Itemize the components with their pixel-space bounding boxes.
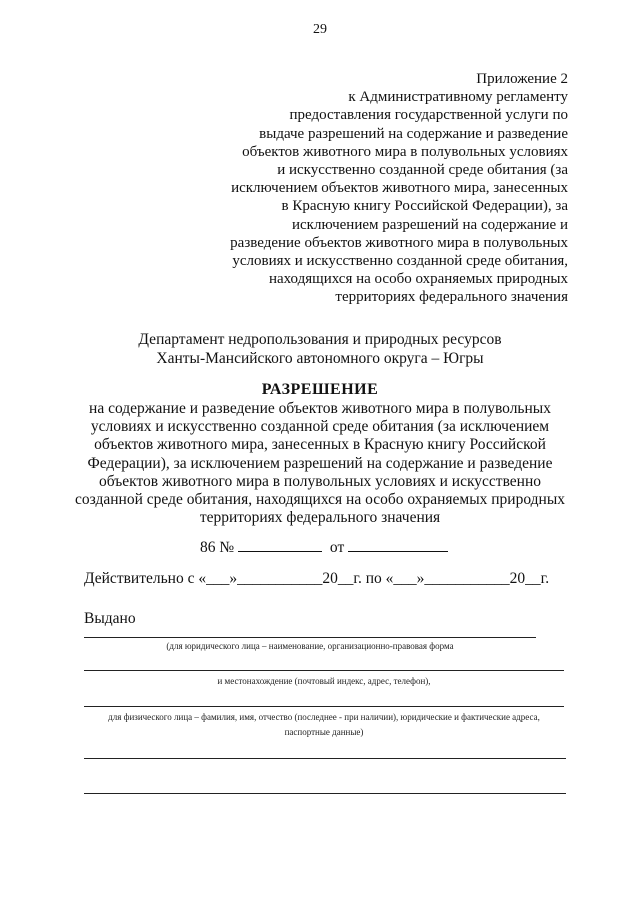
date-field[interactable] [348, 537, 448, 552]
description-line: объектов животного мира в полувольных условиях и искусственно [98, 472, 542, 490]
issued-to-line-3[interactable] [84, 706, 564, 707]
description-line: условиях и искусственно созданной среде обитания (за исключением [90, 418, 550, 436]
appendix-line: в Красную книгу Российской Федерации), за [281, 198, 568, 215]
document-description [40, 400, 600, 527]
page-number: 29 [313, 22, 327, 37]
issued-to-line-1[interactable] [84, 637, 536, 638]
issued-to-line-5[interactable] [84, 793, 566, 794]
number-field[interactable] [238, 537, 322, 552]
issued-to-line-2[interactable] [84, 670, 564, 671]
appendix-line: выдаче разрешений на содержание и разведение [259, 125, 568, 142]
appendix-line: Приложение 2 [476, 71, 568, 87]
document-title: РАЗРЕШЕНИЕ [261, 381, 379, 398]
date-label: от [329, 539, 345, 556]
description-line: созданной среде обитания, находящихся на особо охраняемых природных [75, 491, 565, 509]
appendix-line: исключением объектов животного мира, занесенных [231, 180, 568, 197]
appendix-line: к Административному регламенту [348, 89, 568, 106]
appendix-line: разведение объектов животного мира в полувольных [230, 234, 568, 251]
description-line: Федерации), за исключением разрешений на содержание и разведение [87, 454, 553, 472]
hint-legal-entity: (для юридического лица – наименование, организационно-правовая форма [166, 641, 454, 651]
appendix-line: находящихся на особо охраняемых природных [268, 271, 568, 288]
hint-location: и местонахождение (почтовый индекс, адрес, телефон), [217, 676, 431, 686]
validity-line: Действительно с «___»___________20__г. по «___»___________20__г. [84, 570, 550, 587]
department-line: Департамент недропользования и природных ресурсов [138, 331, 502, 348]
department-name [60, 330, 580, 368]
appendix-line: объектов животного мира в полувольных условиях [242, 143, 568, 160]
description-line: на содержание и разведение объектов животного мира в полувольных [89, 400, 551, 417]
department-line: Ханты-Мансийского автономного округа – Югры [156, 350, 484, 367]
appendix-line: территориях федерального значения [335, 289, 568, 306]
permit-number-line [200, 537, 448, 557]
issued-to-line-4[interactable] [84, 758, 566, 759]
appendix-line: исключением разрешений на содержание и [292, 216, 568, 233]
appendix-line: и искусственно созданной среде обитания (за [277, 162, 568, 179]
appendix-line: условиях и искусственно созданной среде обитания, [232, 253, 568, 270]
description-line: объектов животного мира, занесенных в Красную книгу Российской [94, 436, 546, 454]
hint-individual: для физического лица – фамилия, имя, отчество (последнее - при наличии), юридические и фактические адреса, [108, 712, 540, 722]
appendix-line: предоставления государственной услуги по [289, 107, 568, 124]
number-label: 86 № [200, 539, 235, 556]
issued-label: Выдано [84, 610, 136, 627]
appendix-header [168, 70, 568, 307]
description-line: территориях федерального значения [199, 509, 441, 527]
hint-passport: паспортные данные) [284, 727, 364, 737]
